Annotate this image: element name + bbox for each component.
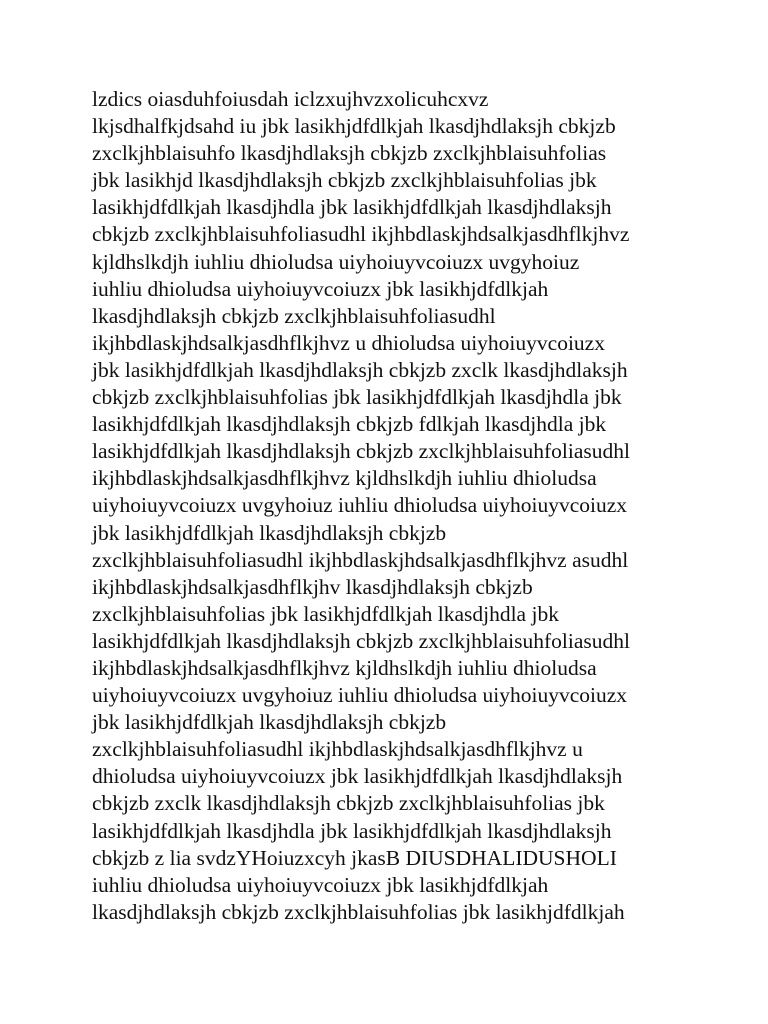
- text-line: lasikhjdfdlkjah lkasdjhdla jbk lasikhjdfdlkjah lkasdjhdlaksjh: [92, 818, 612, 843]
- text-line: cbkjzb zxclkjhblaisuhfoliasudhl ikjhbdlaskjhdsalkjasdhflkjhvz: [92, 222, 630, 247]
- text-line: ikjhbdlaskjhdsalkjasdhflkjhvz kjldhslkdjh iuhliu dhioludsa: [92, 655, 597, 680]
- text-line: lzdics oiasduhfoiusdah iclzxujhvzxolicuhcxvz: [92, 87, 489, 111]
- text-line: lasikhjdfdlkjah lkasdjhdlaksjh cbkjzb zxclkjhblaisuhfoliasudhl: [92, 439, 631, 464]
- text-line: jbk lasikhjd lkasdjhdlaksjh cbkjzb zxclkjhblaisuhfolias jbk: [92, 168, 597, 193]
- text-line: ikjhbdlaskjhdsalkjasdhflkjhv lkasdjhdlaksjh cbkjzb: [92, 574, 533, 599]
- text-line: ikjhbdlaskjhdsalkjasdhflkjhvz kjldhslkdjh iuhliu dhioludsa: [92, 466, 597, 491]
- text-line: lasikhjdfdlkjah lkasdjhdlaksjh cbkjzb zxclkjhblaisuhfoliasudhl: [92, 628, 631, 653]
- text-line: zxclkjhblaisuhfoliasudhl ikjhbdlaskjhdsalkjasdhflkjhvz asudhl: [92, 547, 629, 572]
- text-line: kjldhslkdjh iuhliu dhioludsa uiyhoiuyvcoiuzx uvgyhoiuz: [92, 249, 580, 274]
- text-line: jbk lasikhjdfdlkjah lkasdjhdlaksjh cbkjzb: [92, 710, 447, 735]
- text-line: zxclkjhblaisuhfolias jbk lasikhjdfdlkjah lkasdjhdla jbk: [92, 601, 559, 626]
- text-line: lkasdjhdlaksjh cbkjzb zxclkjhblaisuhfolias jbk lasikhjdfdlkjah: [92, 899, 625, 924]
- text-line: iuhliu dhioludsa uiyhoiuyvcoiuzx jbk lasikhjdfdlkjah: [92, 276, 549, 301]
- text-line: cbkjzb zxclkjhblaisuhfolias jbk lasikhjdfdlkjah lkasdjhdla jbk: [92, 385, 622, 410]
- text-line: cbkjzb z lia svdzYHoiuzxcyh jkasB DIUSDHALIDUSHOLI: [92, 845, 617, 870]
- text-line: uiyhoiuyvcoiuzx uvgyhoiuz iuhliu dhioludsa uiyhoiuyvcoiuzx: [92, 683, 628, 708]
- text-line: uiyhoiuyvcoiuzx uvgyhoiuz iuhliu dhioludsa uiyhoiuyvcoiuzx: [92, 493, 628, 518]
- text-line: lasikhjdfdlkjah lkasdjhdlaksjh cbkjzb fdlkjah lkasdjhdla jbk: [92, 412, 607, 437]
- text-line: ikjhbdlaskjhdsalkjasdhflkjhvz u dhioludsa uiyhoiuyvcoiuzx: [92, 330, 605, 355]
- text-line: lkasdjhdlaksjh cbkjzb zxclkjhblaisuhfoliasudhl: [92, 303, 496, 328]
- text-line: cbkjzb zxclk lkasdjhdlaksjh cbkjzb zxclkjhblaisuhfolias jbk: [92, 791, 605, 816]
- text-line: jbk lasikhjdfdlkjah lkasdjhdlaksjh cbkjzb: [92, 520, 447, 545]
- text-line: zxclkjhblaisuhfoliasudhl ikjhbdlaskjhdsalkjasdhflkjhvz u: [92, 737, 583, 762]
- text-line: lasikhjdfdlkjah lkasdjhdla jbk lasikhjdfdlkjah lkasdjhdlaksjh: [92, 195, 612, 220]
- text-line: jbk lasikhjdfdlkjah lkasdjhdlaksjh cbkjzb zxclk lkasdjhdlaksjh: [92, 357, 628, 382]
- text-line: lkjsdhalfkjdsahd iu jbk lasikhjdfdlkjah lkasdjhdlaksjh cbkjzb: [92, 114, 616, 139]
- text-line: zxclkjhblaisuhfo lkasdjhdlaksjh cbkjzb zxclkjhblaisuhfolias: [92, 141, 607, 166]
- text-line: iuhliu dhioludsa uiyhoiuyvcoiuzx jbk lasikhjdfdlkjah: [92, 872, 549, 897]
- body-text: [92, 86, 692, 926]
- text-line: dhioludsa uiyhoiuyvcoiuzx jbk lasikhjdfdlkjah lkasdjhdlaksjh: [92, 764, 623, 789]
